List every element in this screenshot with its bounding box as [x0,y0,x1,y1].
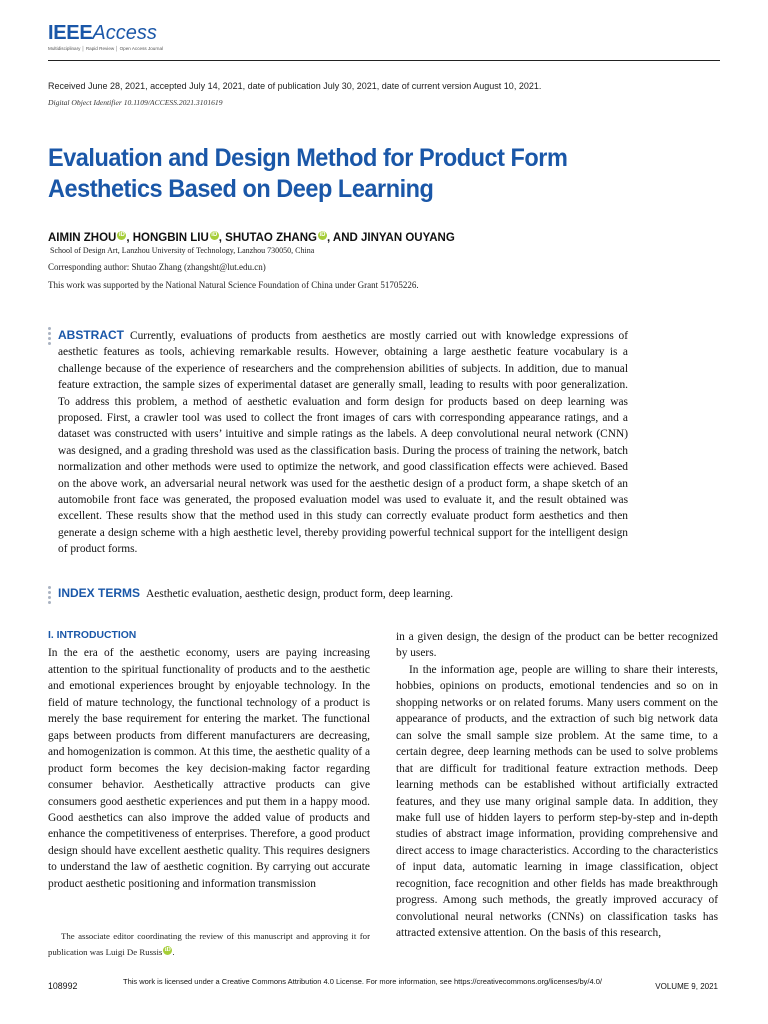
author-name: , AND JINYAN OUYANG [326,231,455,244]
author-name: AIMIN ZHOU [48,231,117,244]
section-heading: I. INTRODUCTION [48,630,137,641]
volume-label: VOLUME 9, 2021 [655,982,718,991]
header-divider [48,60,720,61]
orcid-icon[interactable]: iD [164,947,171,954]
funding-note: This work was supported by the National Natural Science Foundation of China under Grant 51705226. [48,280,419,290]
journal-name-ieee: IEEE [48,22,93,44]
abstract [58,327,628,558]
license-note[interactable]: This work is licensed under a Creative Commons Attribution 4.0 License. For more information, see https://creativecommons.org/licenses/by/4.0/ [123,977,602,986]
index-terms [58,586,658,600]
editor-footnote [48,928,370,960]
abstract-text: Currently, evaluations of products from aesthetics are mostly carried out with knowledge expressions of aesthetic features as tools, achieving remarkable results. However, obtaining a large aesthetic feature vocabulary is a challenge because of the experience of researchers and the comprehension abilities of subjects. In addition, due to manual feature extraction, the sample sizes of experimental dataset are generally small, leading to results with poor generalization. To address this problem, a method of aesthetic evaluation and form design for products based on deep learning was proposed. First, a crawler tool was used to collect the front images of cars with corresponding appearance ratings, and a dataset was constructed with users’ intuitive and simple ratings as the labels. A deep convolutional neural network (CNN) was designed, and a grading threshold was used as the classification basis. During the process of training the network, batch normalization and other methods were used to optimize the network, and good classification effects were achieved. Based on the above work, an adversarial neural network was used for the aesthetic design of a product form, a shape sketch of an automobile front face was generated, the proposed evaluation model was used to evaluate it, and the result obtained was excellent. These results show that the method used in this study can correctly evaluate product form aesthetics and then generate a design scheme with a high aesthetic level, thereby providing powerful technical support for the intelligent design of product forms. [58,330,628,556]
corresponding-author: Corresponding author: Shutao Zhang (zhangsht@lut.edu.cn) [48,262,266,272]
page-number: 108992 [48,981,78,991]
abstract-marker-icon [48,327,52,347]
abstract-heading: ABSTRACT [58,328,124,342]
right-column [396,629,718,942]
author-list [48,231,455,244]
doi-line: Digital Object Identifier 10.1109/ACCESS.2021.3101619 [48,98,223,107]
orcid-icon[interactable]: iD [319,232,326,238]
author-name: , HONGBIN LIU [126,231,209,244]
orcid-icon[interactable]: iD [118,232,125,238]
body-paragraph: In the information age, people are willing to share their interests, hobbies, opinions on products, emotional tendencies and so on in shopping networks or on related forums. Many users comment on the appearance of products, and the extraction of such big network data can solve the small sample size problem. At the same time, to a certain degree, deep learning methods can be used to solve problems that are difficult for traditional feature extraction methods. Deep learning methods can be established without artificially extracted features, and they use many original sample data. In addition, they make full use of hidden layers to perform step-by-step and in-depth studies of abstract image information, providing comprehensive and direct access to image characteristics. According to the characteristics of input data, automatic learning in image classification, object recognition, face recognition and other fields has made breakthrough progress. Among such methods, the greatly improved accuracy of convolutional neural networks (CNNs) on classification tasks has attracted extensive attention. On the basis of this research, [396,663,718,940]
body-paragraph: In the era of the aesthetic economy, users are paying increasing attention to the spiritual functionality of products and to the aesthetic and emotional experiences brought by enjoyable technology. In the field of mature technology, the functional technology of a product is merely the base requirement for entering the market. The functional gaps between products from different manufacturers are decreasing, and homogenization is common. At this time, the aesthetic quality of a product form becomes the key decision-making factor regarding consumer behavior. Aesthetically attractive products can give consumers good aesthetic experiences and put them in a happy mood. Good aesthetics can also improve the added value of products and enhance the competitiveness of enterprises. Therefore, a good product design should have excellent aesthetic quality. This requires designers to understand the law of aesthetic cognition. By carrying out accurate product aesthetic positioning and information transmission [48,647,370,890]
index-terms-heading: INDEX TERMS [58,586,141,600]
journal-logo [48,22,163,51]
index-terms-text: Aesthetic evaluation, aesthetic design, product form, deep learning. [146,588,454,600]
orcid-icon[interactable]: iD [211,232,218,238]
left-column [48,628,370,892]
received-dates: Received June 28, 2021, accepted July 14, 2021, date of publication July 30, 2021, date of current version August 10, 2021. [48,81,542,91]
author-name: , SHUTAO ZHANG [218,231,317,244]
journal-name-access: Access [92,22,157,44]
footnote-end: . [172,947,175,957]
index-terms-marker-icon [48,586,52,606]
journal-tagline: Multidisciplinary │ Rapid Review │ Open Access Journal [48,46,164,51]
paper-title: Evaluation and Design Method for Product Form Aesthetics Based on Deep Learning [48,144,568,203]
affiliation: School of Design Art, Lanzhou University of Technology, Lanzhou 730050, China [50,246,315,255]
body-paragraph: in a given design, the design of the product can be better recognized by users. [396,631,718,660]
footnote-text: The associate editor coordinating the review of this manuscript and approving it for publication was Luigi De Russis [48,931,370,957]
